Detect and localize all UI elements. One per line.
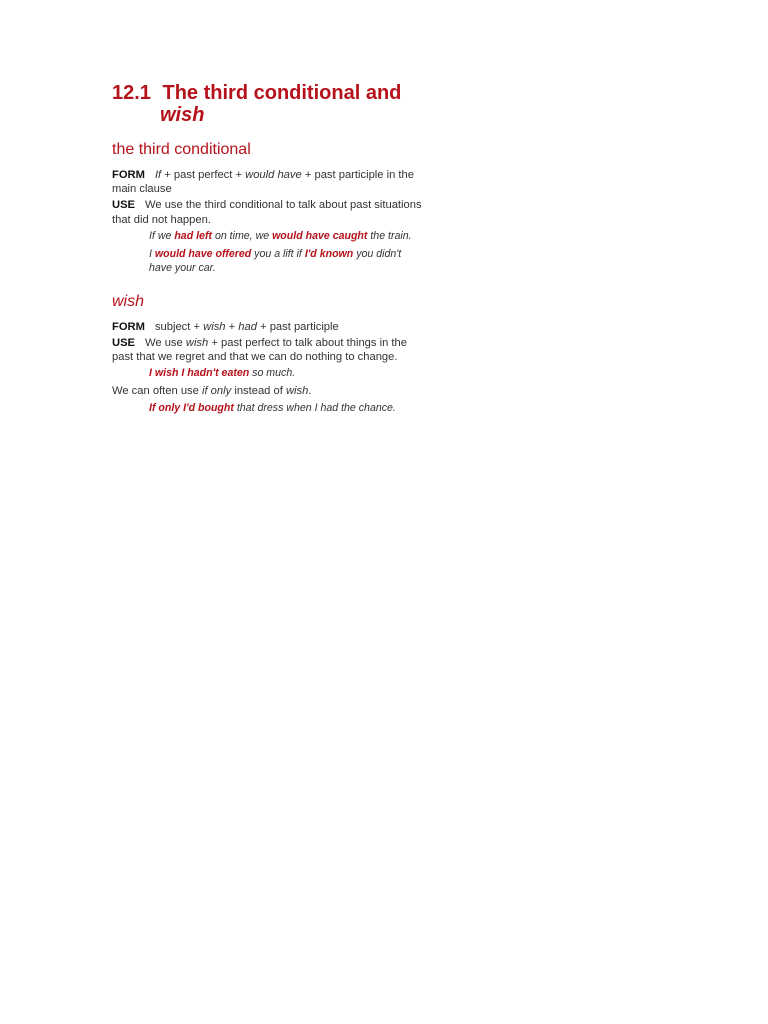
note-text: We can often use [112,385,202,398]
third-conditional-use [112,198,424,226]
wish-example-1 [149,366,424,380]
grammar-page [112,82,424,419]
wish-note [112,384,424,398]
form-label: FORM [112,320,145,333]
title-line-2: wish [160,104,205,126]
third-conditional-heading: the third conditional [112,141,251,158]
example-text: the train. [367,229,412,242]
example-highlight: I wish I hadn't eaten [149,367,250,380]
example-text: you a lift if [251,247,305,260]
page-title [112,82,424,126]
form-wish: wish [203,320,226,333]
note-text: instead of [231,385,286,398]
use-text: + past perfect to talk about things in the past that we regret and that we can do nothing to change. [112,337,407,364]
example-text: If we [149,229,175,242]
third-conditional-example-2 [149,247,424,275]
form-text-1: + past perfect + [161,169,246,181]
note-text: . [308,385,312,398]
example-highlight: would have caught [272,229,368,242]
form-text-2: + past participle in the main clause [112,169,414,196]
form-had: had [238,320,257,333]
wish-example-2 [149,401,424,415]
use-label: USE [112,199,136,212]
use-text: We use the third conditional to talk about past situations that did not happen. [112,199,422,226]
use-wish: wish [185,337,209,350]
form-text: subject + [154,320,204,333]
use-label: USE [112,337,136,350]
note-wish: wish [285,385,309,398]
example-text: I [149,247,155,260]
wish-heading: wish [112,292,145,310]
form-text: + past participle [256,320,339,333]
example-highlight: If only I'd bought [149,401,234,414]
third-conditional-form [112,168,424,196]
example-text: so much. [249,367,296,380]
example-highlight: had left [174,229,212,242]
form-if: If [154,169,162,181]
form-text: + [225,320,239,333]
note-if-only: if only [201,385,232,398]
example-highlight: I'd known [304,247,354,260]
example-highlight: would have offered [154,247,252,260]
example-text: on time, we [212,229,273,242]
wish-form [112,320,424,334]
title-line-1: The third conditional and [162,82,402,104]
section-number: 12.1 [112,82,151,104]
use-text: We use [145,337,186,350]
form-label: FORM [112,169,145,181]
example-text: that dress when I had the chance. [233,401,396,414]
wish-use [112,336,424,364]
example-text: you didn't have your car. [149,247,402,274]
third-conditional-example-1 [149,229,424,243]
form-would-have: would have [245,169,302,181]
